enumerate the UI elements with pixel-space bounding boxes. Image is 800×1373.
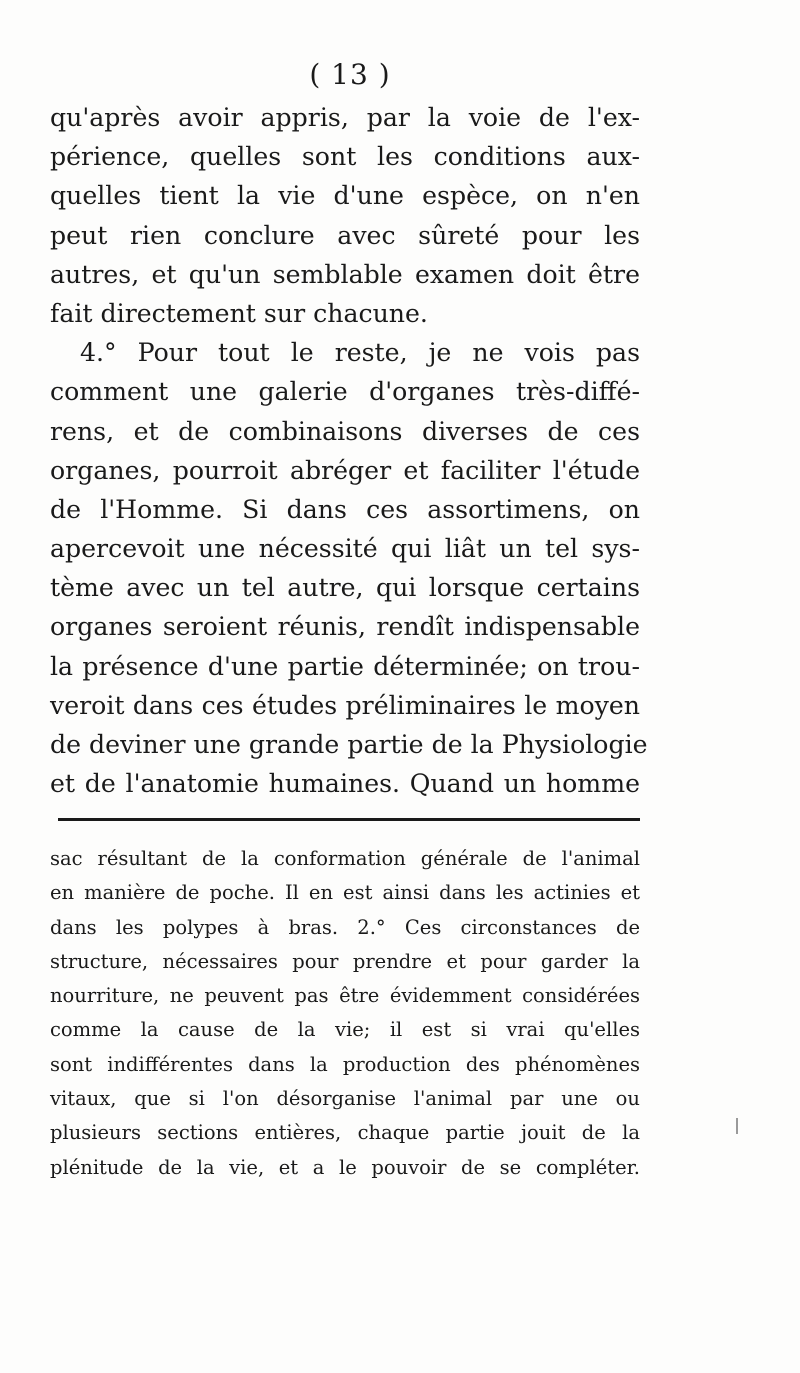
text-line: périence, quelles sont les conditions aux- bbox=[50, 142, 640, 172]
main-text bbox=[50, 98, 648, 803]
footnote-line: en manière de poche. Il en est ainsi dans les actinies et bbox=[50, 881, 640, 905]
text-line: et de l'anatomie humaines. Quand un homme bbox=[50, 769, 640, 799]
footnote-line: structure, nécessaires pour prendre et pour garder la bbox=[50, 949, 640, 973]
text-line: la présence d'une partie déterminée; on trou- bbox=[50, 651, 640, 681]
footnote-line: nourriture, ne peuvent pas être évidemment considérées bbox=[50, 984, 640, 1008]
text-line: apercevoit une nécessité qui liât un tel sys- bbox=[50, 534, 640, 564]
footnote-line: sac résultant de la conformation générale de l'animal bbox=[50, 847, 640, 870]
text-line: quelles tient la vie d'une espèce, on n'en bbox=[50, 181, 640, 211]
page-number: ( 13 ) bbox=[309, 58, 391, 91]
footnote-line: plénitude de la vie, et a le pouvoir de se compléter. bbox=[50, 1155, 640, 1179]
footnote-separator-rule bbox=[58, 818, 640, 821]
footnote-line: comme la cause de la vie; il est si vrai qu'elles bbox=[50, 1018, 640, 1042]
text-line: de deviner une grande partie de la Physiologie bbox=[50, 730, 648, 759]
text-line: peut rien conclure avec sûreté pour les bbox=[50, 220, 640, 250]
text-line: organes, pourroit abréger et faciliter l'étude bbox=[50, 455, 640, 485]
text-line: veroit dans ces études préliminaires le moyen bbox=[50, 690, 640, 720]
text-line: rens, et de combinaisons diverses de ces bbox=[50, 416, 640, 446]
footnote-line: vitaux, que si l'on désorganise l'animal par une ou bbox=[50, 1087, 640, 1111]
footnote-line: dans les polypes à bras. 2.° Ces circonstances de bbox=[50, 915, 640, 939]
text-line: tème avec un tel autre, qui lorsque certains bbox=[50, 573, 640, 603]
text-line: organes seroient réunis, rendît indispensable bbox=[50, 612, 640, 642]
footnote-text bbox=[50, 842, 640, 1185]
text-line: autres, et qu'un semblable examen doit être bbox=[50, 259, 640, 289]
text-line: qu'après avoir appris, par la voie de l'ex- bbox=[50, 103, 640, 132]
text-line: fait directement sur chacune. bbox=[50, 298, 428, 328]
footnote-line: sont indifférentes dans la production des phénomènes bbox=[50, 1052, 640, 1076]
footnote-line: plusieurs sections entières, chaque partie jouit de la bbox=[50, 1121, 640, 1145]
text-line: 4.° Pour tout le reste, je ne vois pas bbox=[80, 338, 640, 368]
text-line: de l'Homme. Si dans ces assortimens, on bbox=[50, 494, 640, 524]
margin-mark bbox=[736, 1118, 738, 1134]
text-line: comment une galerie d'organes très-diffé- bbox=[50, 377, 640, 407]
